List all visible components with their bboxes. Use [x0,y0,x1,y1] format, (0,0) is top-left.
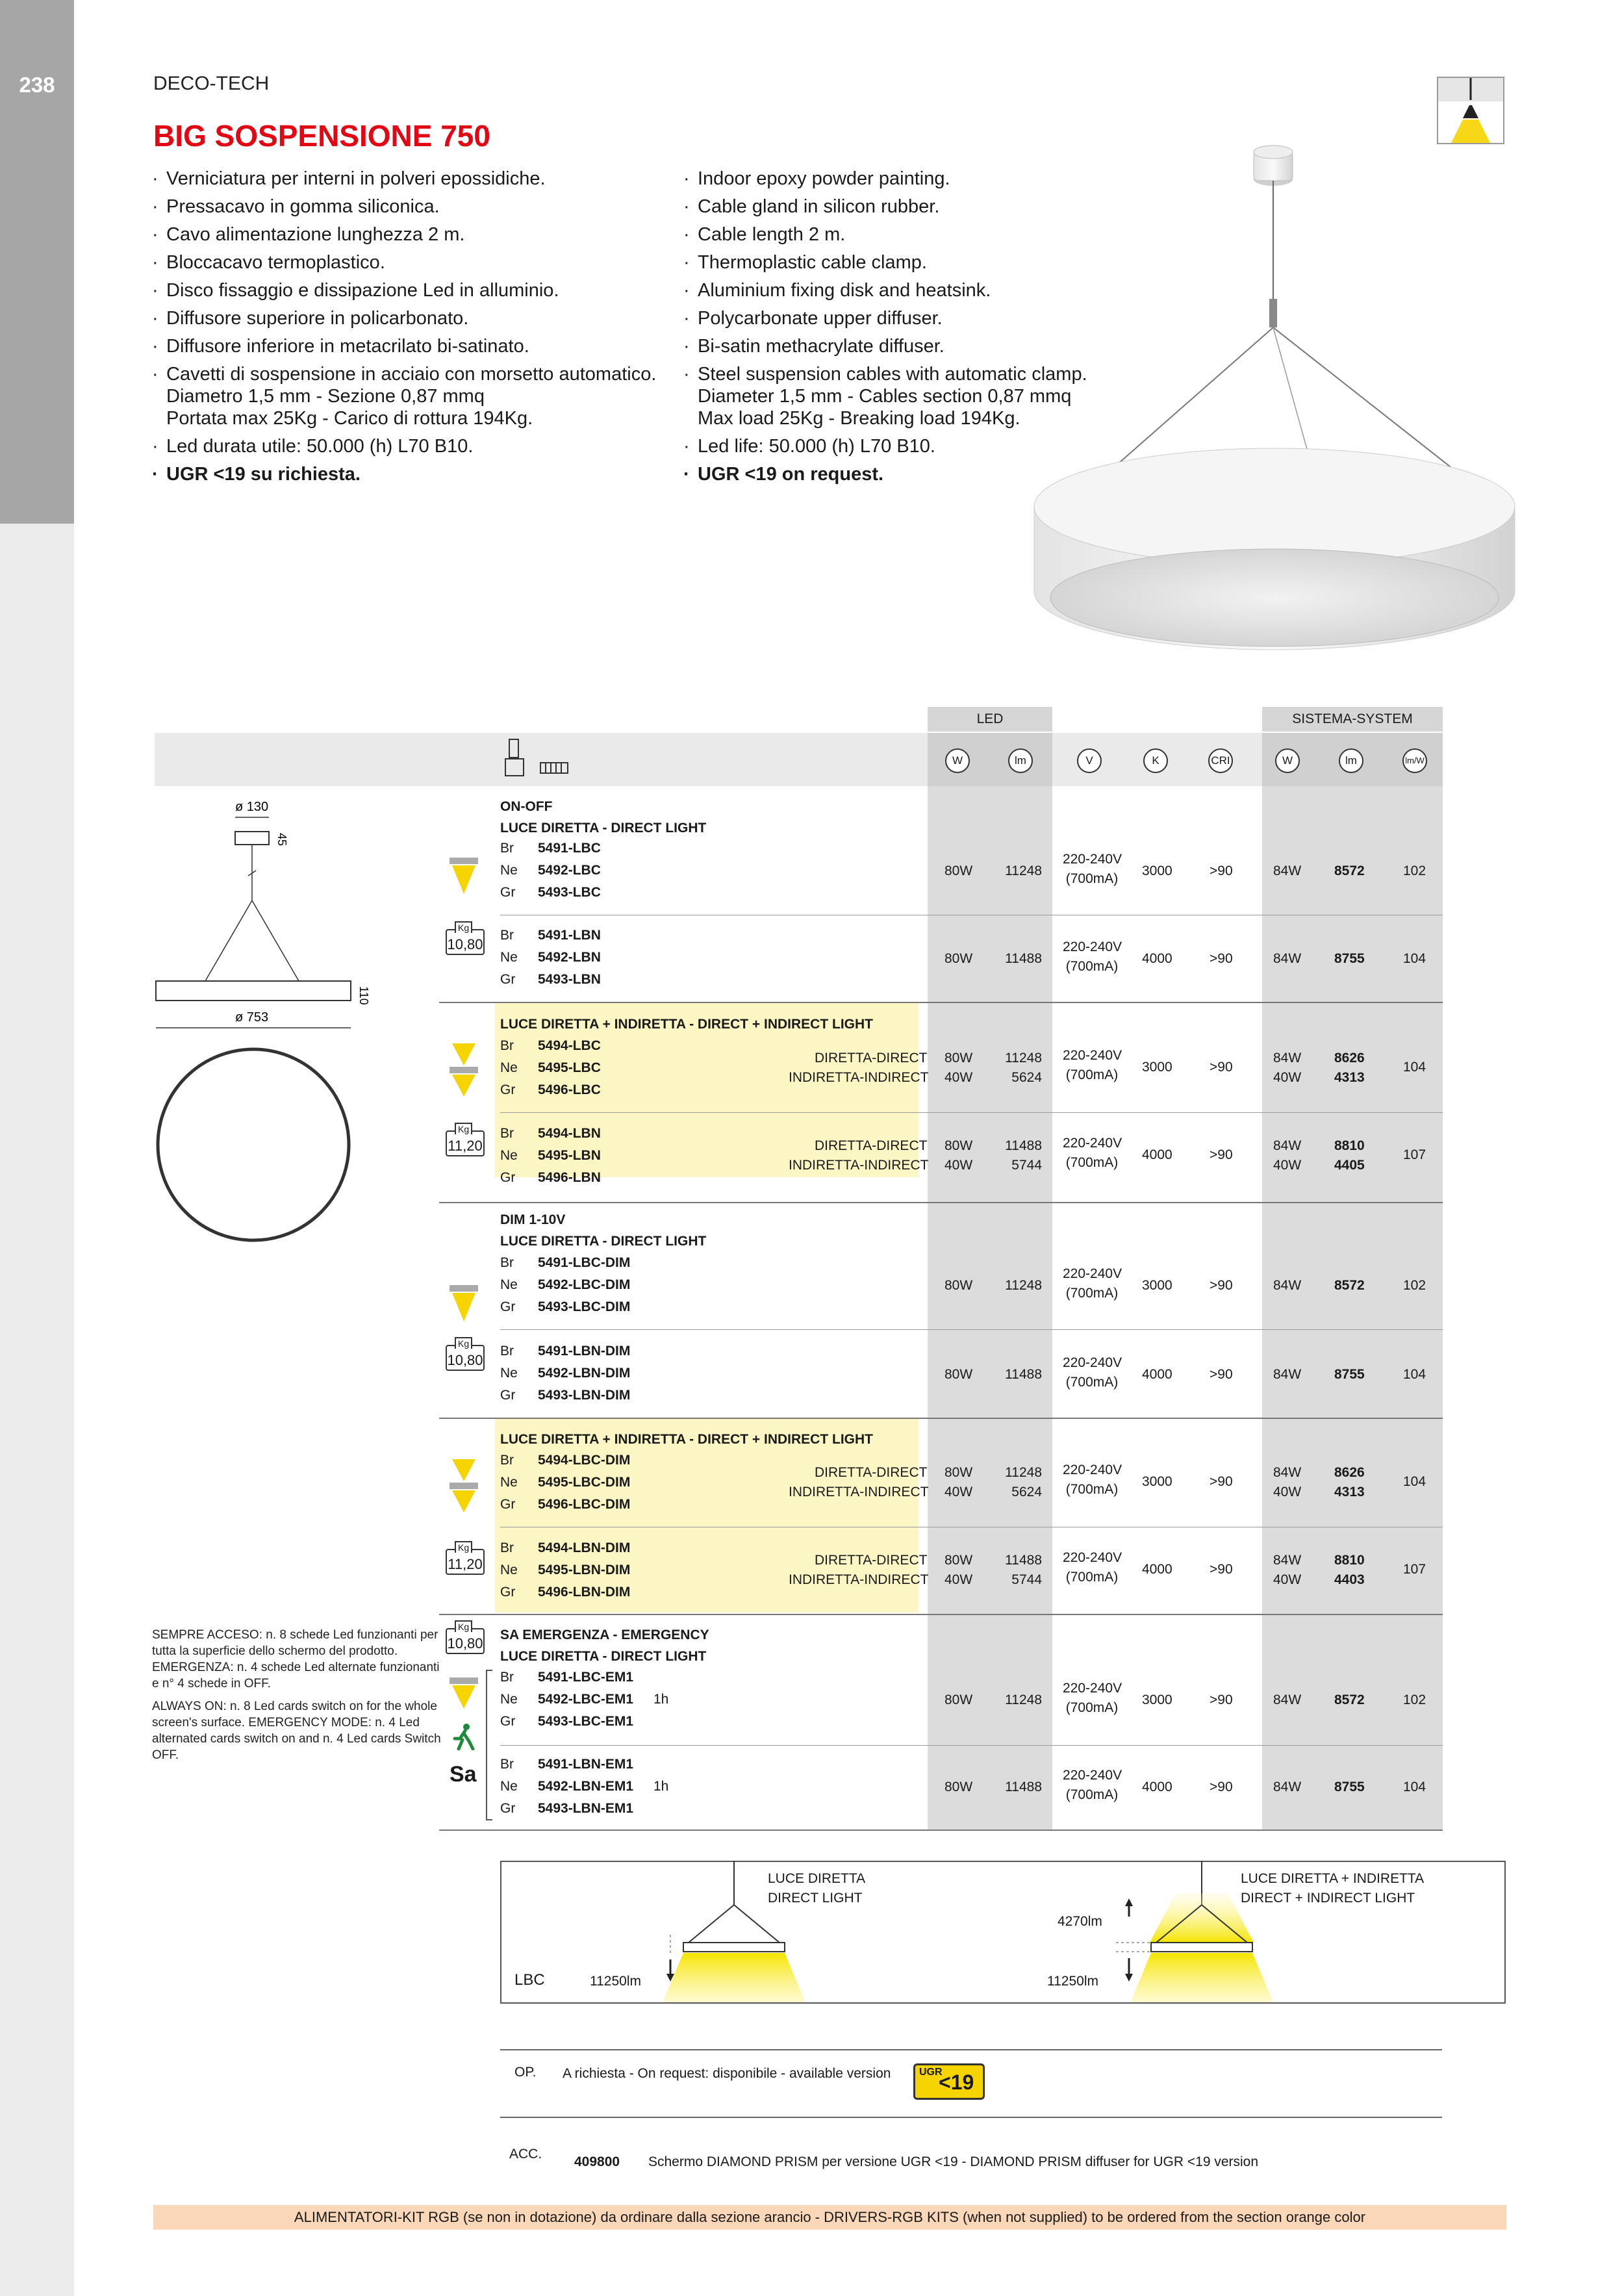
direct-light-icon [446,1676,482,1710]
color-temperature: 4000 [1142,1779,1172,1794]
system-lumen-indirect: 4313 [1334,1070,1365,1085]
led-lumen: 11488 [1005,1553,1042,1568]
dim-body-diameter: ø 753 [235,1010,269,1025]
kelvin-icon: K [1143,748,1168,773]
sub-row-divider [500,1329,1443,1330]
accessory-code: 409800 [574,2154,620,2169]
voltage: 220-240V [1063,1355,1122,1370]
system-lumen: 8572 [1334,1692,1365,1707]
finish-label: Br [500,1540,514,1555]
efficacy: 104 [1403,951,1426,966]
section-subtitle: LUCE DIRETTA + INDIRETTA - DIRECT + INDIRECT LIGHT [500,1017,873,1032]
efficacy: 104 [1403,1060,1426,1075]
emergency-symbol: Sa [450,1762,477,1787]
finish-label: Br [500,841,514,856]
feature-item: · Bloccacavo termoplastico. [149,251,663,274]
color-temperature: 3000 [1142,1692,1172,1707]
finish-label: Br [500,1126,514,1141]
finish-label: Gr [500,1170,516,1185]
voltage: 220-240V [1063,1048,1122,1063]
weight-badge: Kg 11,20 [446,1549,485,1575]
efficacy-icon: lm/W [1402,748,1427,773]
color-temperature: 3000 [1142,863,1172,878]
note-italian: SEMPRE ACCESO: n. 8 schede Led funzionanti per tutta la superficie dello schermo del prodotto. EMERGENZA: n. 4 schede Led alternate funzionanti e n° 4 schede in OFF. [152,1628,440,1690]
emergency-duration: 1h [653,1692,669,1707]
direct-indirect-light-icon [446,1042,482,1098]
section-subtitle: LUCE DIRETTA - DIRECT LIGHT [500,1234,707,1249]
system-lumen: 8755 [1334,951,1365,966]
current: (700mA) [1065,1570,1119,1585]
led-watt-indirect: 40W [944,1070,973,1085]
led-watt: 80W [944,1465,973,1480]
feature-item: · Verniciatura per interni in polveri epossidiche. [149,168,663,190]
direct-light-icon [446,856,482,895]
product-code: 5491-LBN [538,928,601,943]
cri-value: >90 [1210,863,1233,878]
dimension-drawing [151,798,385,1506]
efficacy: 104 [1403,1367,1426,1382]
current: (700mA) [1065,871,1119,886]
finish-label: Ne [500,1060,518,1075]
efficacy: 102 [1403,1692,1426,1707]
weight-badge: Kg 11,20 [446,1130,485,1156]
product-code: 5493-LBC-EM1 [538,1714,634,1729]
color-temperature: 4000 [1142,951,1172,966]
row-divider [439,1614,1443,1615]
system-watt: 84W [1273,1138,1302,1153]
cri-value: >90 [1210,1779,1233,1794]
finish-label: Ne [500,1148,518,1163]
led-watt-indirect: 40W [944,1572,973,1587]
color-temperature: 3000 [1142,1474,1172,1489]
option-text: A richiesta - On request: disponibile - available version [563,2066,891,2081]
led-watt: 80W [944,1779,973,1794]
section-title: ON-OFF [500,799,553,814]
indirect-label: INDIRETTA-INDIRECT [789,1070,929,1085]
product-code: 5494-LBC-DIM [538,1453,631,1468]
finish-label: Gr [500,1299,516,1314]
efficacy: 102 [1403,1278,1426,1293]
feature-item: · Cable length 2 m. [681,223,1194,246]
product-code: 5495-LBN-DIM [538,1563,631,1577]
feature-item: · Indoor epoxy powder painting. [681,168,1194,190]
row-divider [439,1002,1443,1003]
led-lumen: 11248 [1005,1051,1042,1065]
product-code: 5491-LBN-EM1 [538,1757,634,1772]
led-columns-shade [928,786,1052,1830]
finish-label: Gr [500,1388,516,1403]
direct-light-title-it: LUCE DIRETTA [768,1871,866,1886]
led-watt: 80W [944,1692,973,1707]
system-watt-indirect: 40W [1273,1070,1302,1085]
led-lumen-indirect: 5744 [1011,1572,1042,1587]
feature-item: · Polycarbonate upper diffuser. [681,307,1194,329]
system-watt: 84W [1273,1465,1302,1480]
lumen-icon: lm [1008,748,1033,773]
feature-item: · Bi-satin methacrylate diffuser. [681,335,1194,357]
ugr-badge: UGR <19 [913,2063,985,2100]
voltage: 220-240V [1063,939,1122,954]
product-code: 5496-LBN-DIM [538,1585,631,1600]
system-lumen: 8755 [1334,1779,1365,1794]
led-lumen: 11488 [1005,1779,1042,1794]
finish-label: Br [500,1344,514,1358]
led-watt-indirect: 40W [944,1485,973,1499]
emergency-notes [152,1627,444,1770]
series-name: DECO-TECH [153,73,270,94]
led-lumen-indirect: 5624 [1011,1485,1042,1499]
diagram-model-label: LBC [514,1971,545,1989]
section-subtitle: LUCE DIRETTA - DIRECT LIGHT [500,821,707,835]
note-english: ALWAYS ON: n. 8 Led cards switch on for the whole screen's surface. EMERGENCY MODE: n. 4 Led alternated cards switch on and n. 4 Led cards Switch OFF. [152,1700,441,1762]
direct-label: DIRETTA-DIRECT [815,1465,928,1480]
finish-label: Br [500,1670,514,1685]
feature-item: · Diffusore inferiore in metacrilato bi-satinato. [149,335,663,357]
volt-icon: V [1077,748,1102,773]
indirect-label: INDIRETTA-INDIRECT [789,1158,929,1173]
finish-label: Ne [500,863,518,878]
feature-item: · Diffusore superiore in policarbonato. [149,307,663,329]
product-code: 5491-LBC [538,841,601,856]
direct-light-title-en: DIRECT LIGHT [768,1891,863,1906]
finish-label: Gr [500,1801,516,1816]
product-code: 5491-LBC-EM1 [538,1670,634,1685]
section-subtitle: LUCE DIRETTA + INDIRETTA - DIRECT + INDIRECT LIGHT [500,1432,873,1447]
color-temperature: 3000 [1142,1278,1172,1293]
led-lumen: 11488 [1005,951,1042,966]
system-watt: 84W [1273,1692,1302,1707]
efficacy: 104 [1403,1474,1426,1489]
finish-label: Gr [500,885,516,900]
efficacy: 107 [1403,1147,1426,1162]
combo-light-title-it: LUCE DIRETTA + INDIRETTA [1241,1871,1425,1886]
current: (700mA) [1065,1067,1119,1082]
accessory-text: Schermo DIAMOND PRISM per versione UGR <19 - DIAMOND PRISM diffuser for UGR <19 version [648,2154,1259,2169]
led-watt: 80W [944,1051,973,1065]
feature-item: · Led life: 50.000 (h) L70 B10. [681,435,1194,457]
current: (700mA) [1065,1787,1119,1802]
current: (700mA) [1065,959,1119,974]
voltage: 220-240V [1063,1768,1122,1783]
finish-label: Ne [500,1366,518,1381]
system-watt: 84W [1273,951,1302,966]
section-title: SA EMERGENZA - EMERGENCY [500,1627,709,1642]
system-lumen: 8572 [1334,863,1365,878]
feature-item: · Pressacavo in gomma siliconica. [149,196,663,218]
product-title: BIG SOSPENSIONE 750 [153,119,490,153]
cri-value: >90 [1210,1147,1233,1162]
up-lumen-label: 4270lm [1058,1914,1102,1929]
dim-top-diameter: ø 130 [235,800,269,814]
current: (700mA) [1065,1482,1119,1497]
system-watt: 84W [1273,1051,1302,1065]
combo-light-title-en: DIRECT + INDIRECT LIGHT [1241,1891,1415,1906]
feature-item: · Thermoplastic cable clamp. [681,251,1194,274]
voltage: 220-240V [1063,1266,1122,1281]
pendant-type-icon [1437,77,1504,144]
finish-label: Br [500,1255,514,1270]
current: (700mA) [1065,1700,1119,1715]
system-lumen: 8626 [1334,1465,1365,1480]
row-divider [439,1830,1443,1831]
table-header-band [155,733,1443,786]
finish-label: Gr [500,1497,516,1512]
color-temperature: 4000 [1142,1367,1172,1382]
system-watt-icon: W [1275,748,1300,773]
sub-row-divider [500,1112,1443,1113]
finish-label: Br [500,1757,514,1772]
system-watt: 84W [1273,1553,1302,1568]
weight-badge: Kg 10,80 [446,1628,485,1654]
finish-label: Ne [500,1277,518,1292]
finish-label: Ne [500,1779,518,1794]
finish-label: Gr [500,1082,516,1097]
product-code: 5491-LBN-DIM [538,1344,631,1358]
voltage: 220-240V [1063,1136,1122,1151]
color-temperature: 4000 [1142,1562,1172,1577]
voltage: 220-240V [1063,1681,1122,1696]
system-columns-shade [1262,786,1443,1830]
side-band [0,524,74,2296]
indirect-label: INDIRETTA-INDIRECT [789,1485,929,1499]
direct-label: DIRETTA-DIRECT [815,1553,928,1568]
product-code: 5496-LBC [538,1082,601,1097]
product-code: 5496-LBN [538,1170,601,1185]
option-label: OP. [514,2065,537,2080]
indirect-label: INDIRETTA-INDIRECT [789,1572,929,1587]
cri-value: >90 [1210,951,1233,966]
system-watt: 84W [1273,863,1302,878]
cri-value: >90 [1210,1278,1233,1293]
finish-label: Ne [500,1563,518,1577]
product-code: 5495-LBC [538,1060,601,1075]
led-lumen: 11488 [1005,1138,1042,1153]
system-lumen-icon: lm [1339,748,1363,773]
page-number: 238 [19,73,55,97]
feature-item: · Disco fissaggio e dissipazione Led in alluminio. [149,279,663,301]
product-code: 5494-LBN-DIM [538,1540,631,1555]
product-code: 5492-LBN-EM1 [538,1779,634,1794]
current: (700mA) [1065,1286,1119,1301]
product-code: 5494-LBN [538,1126,601,1141]
finish-label: Br [500,928,514,943]
watt-icon: W [945,748,970,773]
dim-body-height: 110 [357,986,370,1005]
voltage: 220-240V [1063,1462,1122,1477]
cri-value: >90 [1210,1692,1233,1707]
direct-light-icon [446,1284,482,1323]
system-watt-indirect: 40W [1273,1485,1302,1499]
system-lumen: 8572 [1334,1278,1365,1293]
product-code: 5495-LBC-DIM [538,1475,631,1490]
led-watt-indirect: 40W [944,1158,973,1173]
emergency-duration: 1h [653,1779,669,1794]
cri-value: >90 [1210,1562,1233,1577]
led-watt: 80W [944,863,973,878]
product-code: 5494-LBC [538,1038,601,1053]
section-subtitle: LUCE DIRETTA - DIRECT LIGHT [500,1649,707,1664]
group-header-led: LED [928,707,1052,732]
product-code: 5496-LBC-DIM [538,1497,631,1512]
finish-label: Gr [500,1585,516,1600]
cri-value: >90 [1210,1367,1233,1382]
color-temperature: 3000 [1142,1060,1172,1075]
row-divider [439,1202,1443,1203]
system-lumen: 8755 [1334,1367,1365,1382]
finish-label: Gr [500,1714,516,1729]
sub-row-divider [500,1745,1443,1746]
finish-label: Ne [500,1692,518,1707]
led-lumen: 11248 [1005,1465,1042,1480]
system-lumen-indirect: 4403 [1334,1572,1365,1587]
direct-indirect-light-icon [446,1458,482,1514]
led-lumen: 11248 [1005,863,1042,878]
dim-top-height: 45 [275,833,288,847]
efficacy: 104 [1403,1779,1426,1794]
accessory-label: ACC. [509,2147,542,2162]
weight-badge: Kg 10,80 [446,929,485,955]
efficacy: 107 [1403,1562,1426,1577]
weight-badge: Kg 10,80 [446,1345,485,1371]
direct-label: DIRETTA-DIRECT [815,1138,928,1153]
emergency-bracket [486,1670,492,1820]
section-title: DIM 1-10V [500,1212,566,1227]
emergency-exit-icon [450,1722,478,1750]
led-lumen: 11488 [1005,1367,1042,1382]
product-code: 5493-LBC [538,885,601,900]
system-lumen: 8810 [1334,1138,1365,1153]
system-lumen-indirect: 4405 [1334,1158,1365,1173]
down-lumen-label: 11250lm [1047,1974,1098,1989]
system-watt: 84W [1273,1278,1302,1293]
feature-item-ugr: · UGR <19 su richiesta. [149,463,663,485]
led-lumen: 11248 [1005,1278,1042,1293]
finish-label: Br [500,1453,514,1468]
system-watt-indirect: 40W [1273,1572,1302,1587]
current: (700mA) [1065,1155,1119,1170]
feature-item: · Cavetti di sospensione in acciaio con morsetto automatico. Diametro 1,5 mm - Sezione 0,87 mmq Portata max 25Kg - Carico di rottura 194Kg. [149,363,663,429]
group-header-system: SISTEMA-SYSTEM [1262,707,1443,732]
cri-value: >90 [1210,1474,1233,1489]
direct-lumen-label: 11250lm [590,1974,641,1989]
system-lumen: 8626 [1334,1051,1365,1065]
feature-item: · Aluminium fixing disk and heatsink. [681,279,1194,301]
product-code: 5493-LBN-EM1 [538,1801,634,1816]
product-code: 5492-LBN-DIM [538,1366,631,1381]
finish-label: Br [500,1038,514,1053]
current: (700mA) [1065,1375,1119,1390]
led-watt: 80W [944,951,973,966]
separator [500,2117,1442,2118]
efficacy: 102 [1403,863,1426,878]
product-photo [1013,143,1520,682]
finish-label: Ne [500,950,518,965]
product-code: 5492-LBC-EM1 [538,1692,634,1707]
cri-value: >90 [1210,1060,1233,1075]
product-code: 5493-LBC-DIM [538,1299,631,1314]
voltage: 220-240V [1063,852,1122,867]
finish-label: Gr [500,972,516,987]
footer-note: ALIMENTATORI-KIT RGB (se non in dotazione) da ordinare dalla sezione arancio - DRIVERS-RGB KITS (when not supplied) to be ordered from the section orange color [153,2205,1506,2230]
system-watt: 84W [1273,1367,1302,1382]
system-lumen-indirect: 4313 [1334,1485,1365,1499]
direct-label: DIRETTA-DIRECT [815,1051,928,1065]
voltage: 220-240V [1063,1550,1122,1565]
system-watt: 84W [1273,1779,1302,1794]
led-lumen-indirect: 5624 [1011,1070,1042,1085]
product-code: 5493-LBN-DIM [538,1388,631,1403]
cri-icon: CRI [1208,748,1233,773]
led-watt: 80W [944,1278,973,1293]
feature-item: · Led durata utile: 50.000 (h) L70 B10. [149,435,663,457]
features-italian [149,168,663,491]
header-product-icons [500,735,572,781]
led-watt: 80W [944,1138,973,1153]
feature-item: · Steel suspension cables with automatic clamp. Diameter 1,5 mm - Cables section 0,87 mmq Max load 25Kg - Breaking load 194Kg. [681,363,1194,429]
led-lumen-indirect: 5744 [1011,1158,1042,1173]
led-watt: 80W [944,1553,973,1568]
product-code: 5492-LBC-DIM [538,1277,631,1292]
led-lumen: 11248 [1005,1692,1042,1707]
feature-item-ugr: · UGR <19 on request. [681,463,1194,485]
product-code: 5495-LBN [538,1148,601,1163]
color-temperature: 4000 [1142,1147,1172,1162]
finish-label: Ne [500,1475,518,1490]
system-lumen: 8810 [1334,1553,1365,1568]
separator [500,2049,1442,2050]
led-watt: 80W [944,1367,973,1382]
feature-item: · Cavo alimentazione lunghezza 2 m. [149,223,663,246]
feature-item: · Cable gland in silicon rubber. [681,196,1194,218]
system-watt-indirect: 40W [1273,1158,1302,1173]
row-divider [439,1418,1443,1419]
product-code: 5491-LBC-DIM [538,1255,631,1270]
product-code: 5492-LBN [538,950,601,965]
product-code: 5492-LBC [538,863,601,878]
product-code: 5493-LBN [538,972,601,987]
